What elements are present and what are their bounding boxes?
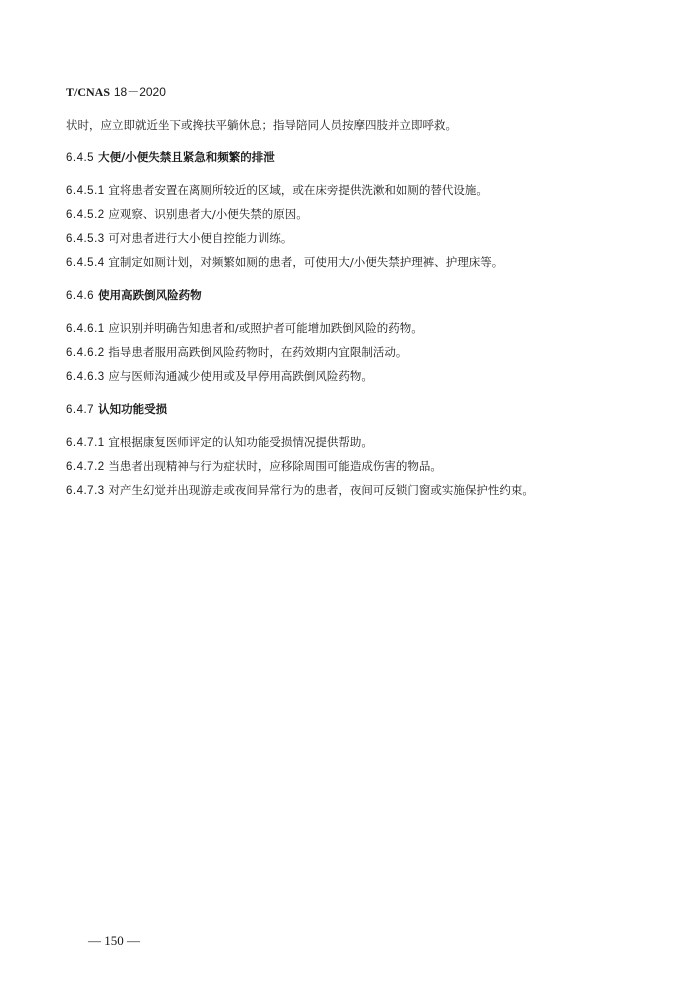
clause-text: 当患者出现精神与行为症状时，应移除周围可能造成伤害的物品。 [108,459,442,473]
section-number: 6.4.6 [66,290,95,302]
section-6-4-5 [66,149,646,271]
clause-list [66,320,646,385]
document-body [66,117,646,515]
clause-number: 6.4.6.1 [66,323,105,335]
clause [66,434,646,451]
clause [66,254,646,271]
page-header [66,84,166,100]
section-number: 6.4.5 [66,152,95,164]
clause-text: 宜制定如厕计划，对频繁如厕的患者，可使用大/小便失禁护理裤、护理床等。 [108,255,504,269]
section-title: 认知功能受损 [98,402,168,416]
clause [66,230,646,247]
section-heading [66,401,646,418]
clause-number: 6.4.6.2 [66,347,105,359]
clause-text: 宜根据康复医师评定的认知功能受损情况提供帮助。 [108,435,373,449]
section-number: 6.4.7 [66,404,95,416]
clause [66,206,646,223]
clause-number: 6.4.7.3 [66,485,105,497]
clause-number: 6.4.7.2 [66,461,105,473]
clause-text: 应识别并明确告知患者和/或照护者可能增加跌倒风险的药物。 [108,321,423,335]
clause-number: 6.4.5.1 [66,185,105,197]
clause-list [66,434,646,499]
clause-number: 6.4.7.1 [66,437,105,449]
section-title: 使用高跌倒风险药物 [98,288,202,302]
section-6-4-6 [66,287,646,385]
clause [66,320,646,337]
section-heading [66,287,646,304]
clause-text: 应观察、识别患者大/小便失禁的原因。 [108,207,308,221]
clause [66,482,646,499]
clause-number: 6.4.5.3 [66,233,105,245]
section-title: 大便/小便失禁且紧急和频繁的排泄 [98,150,275,164]
clause-number: 6.4.5.4 [66,257,105,269]
page-number: — 150 — [88,933,140,948]
clause-text: 对产生幻觉并出现游走或夜间异常行为的患者，夜间可反锁门窗或实施保护性约束。 [108,483,534,497]
clause-number: 6.4.6.3 [66,371,105,383]
clause [66,182,646,199]
clause-text: 宜将患者安置在离厕所较近的区域，或在床旁提供洗漱和如厕的替代设施。 [108,183,488,197]
standard-org: T/CNAS [66,85,111,99]
clause-text: 可对患者进行大小便自控能力训练。 [108,231,293,245]
clause-text: 指导患者服用高跌倒风险药物时，在药效期内宜限制活动。 [108,345,408,359]
clause-text: 应与医师沟通减少使用或及早停用高跌倒风险药物。 [108,369,373,383]
clause-list [66,182,646,271]
section-heading [66,149,646,166]
clause [66,344,646,361]
clause [66,368,646,385]
intro-paragraph: 状时，应立即就近坐下或搀扶平躺休息；指导陪同人员按摩四肢并立即呼救。 [66,118,457,132]
standard-number: 18－2020 [113,85,166,99]
clause [66,458,646,475]
clause-number: 6.4.5.2 [66,209,105,221]
section-6-4-7 [66,401,646,499]
